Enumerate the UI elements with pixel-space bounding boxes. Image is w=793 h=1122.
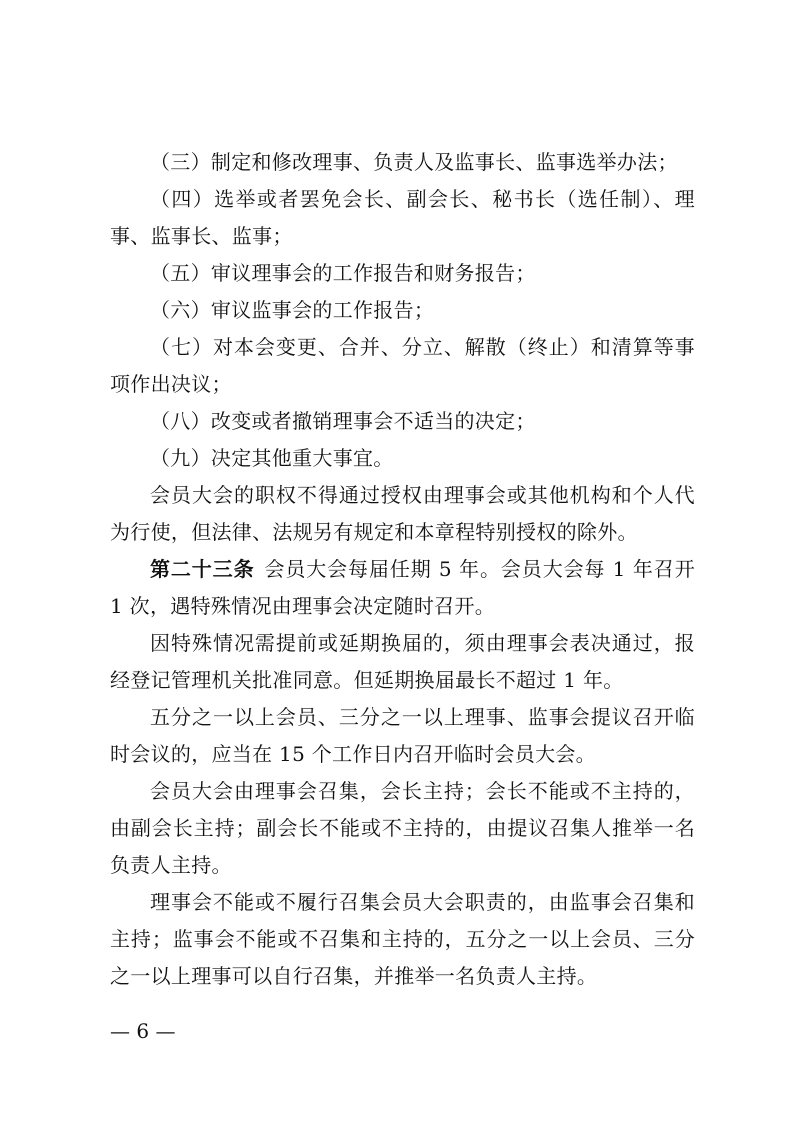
article-23-text: 会员大会每届任期 5 年。会员大会每 1 年召开 1 次，遇特殊情况由理事会决定随时召开。 [110,557,695,618]
article-heading: 第二十三条 [150,557,255,581]
paragraph-item-3: （三）制定和修改理事、负责人及监事长、监事选举办法； [150,150,678,174]
paragraph-interim-meeting: 五分之一以上会员、三分之一以上理事、监事会提议召开临时会议的，应当在 15 个工作日内召开临时会员大会。 [110,705,695,766]
paragraph-item-4: （四）选举或者罢免会长、副会长、秘书长（选任制）、理事、监事长、监事； [110,187,695,248]
paragraph-meeting-convening: 会员大会由理事会召集，会长主持；会长不能或不主持的，由副会长主持；副会长不能或不主持的，由提议召集人推举一名负责人主持。 [110,779,695,877]
paragraph-article-23 [110,551,695,625]
paragraph-item-8: （八）改变或者撤销理事会不适当的决定； [150,409,536,433]
paragraph-item-9: （九）决定其他重大事宜。 [150,446,394,470]
paragraph-term-extension: 因特殊情况需提前或延期换届的，须由理事会表决通过，报经登记管理机关批准同意。但延期换届最长不超过 1 年。 [110,631,695,692]
paragraph-authority-note: 会员大会的职权不得通过授权由理事会或其他机构和个人代为行使，但法律、法规另有规定和本章程特别授权的除外。 [110,483,695,544]
paragraph-item-6: （六）审议监事会的工作报告； [150,298,435,322]
paragraph-supervisory-convening: 理事会不能或不履行召集会员大会职责的，由监事会召集和主持；监事会不能或不召集和主持的，五分之一以上会员、三分之一以上理事可以自行召集，并推举一名负责人主持。 [110,890,695,988]
paragraph-item-7: （七）对本会变更、合并、分立、解散（终止）和清算等事项作出决议； [110,335,695,396]
document-body [110,144,695,995]
paragraph-item-5: （五）审议理事会的工作报告和财务报告； [150,261,536,285]
page-number: — 6 — [110,1019,176,1043]
